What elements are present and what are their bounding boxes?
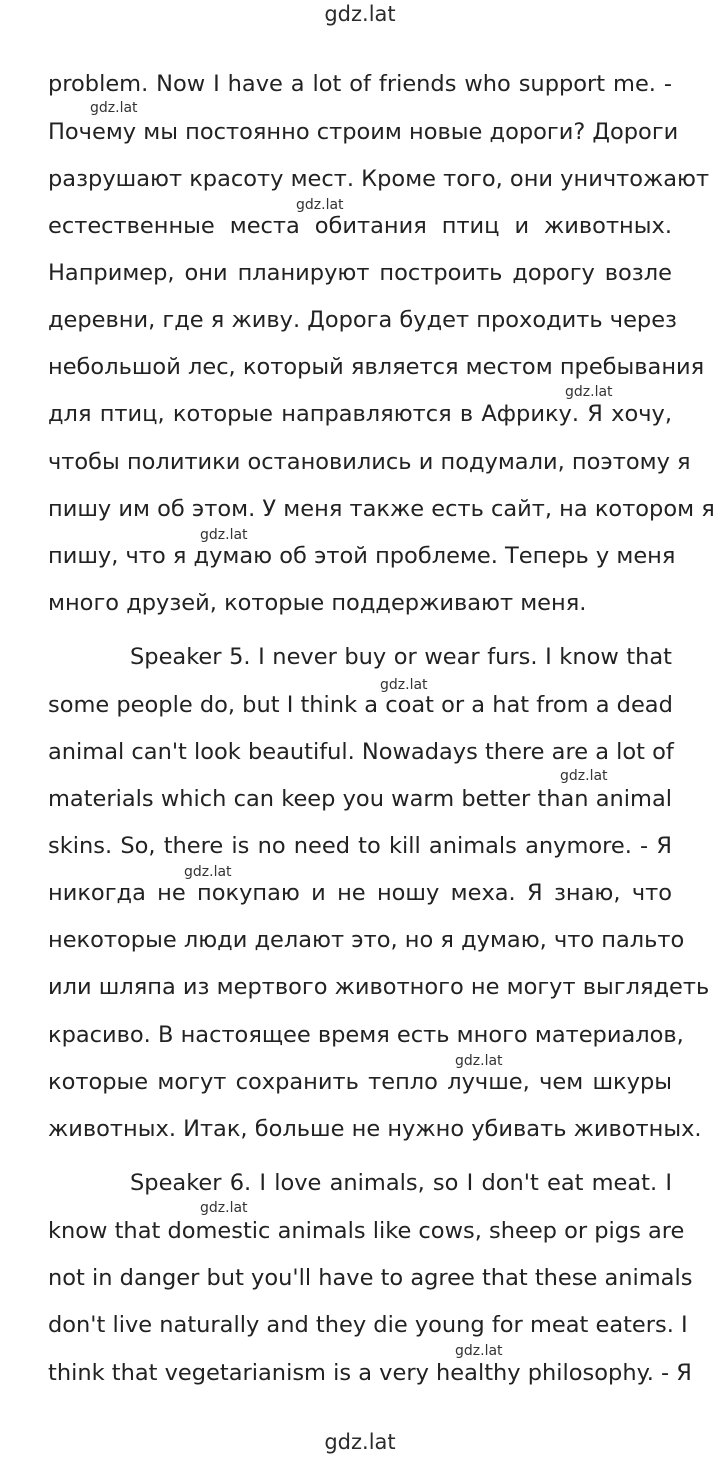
text-line: красиво. В настоящее время есть много материалов, bbox=[48, 1022, 684, 1048]
text-line: animal can't look beautiful. Nowadays there are a lot of bbox=[48, 739, 674, 765]
site-footer: gdz.lat bbox=[324, 1430, 396, 1454]
text-line: not in danger but you'll have to agree that these animals bbox=[48, 1265, 693, 1291]
text-line: для птиц, которые направляются в Африку. Я хочу, bbox=[48, 401, 672, 427]
speaker-6-heading-line: Speaker 6. I love animals, so I don't eat meat. I bbox=[130, 1170, 672, 1196]
text-line: некоторые люди делают это, но я думаю, что пальто bbox=[48, 927, 685, 953]
text-line: don't live naturally and they die young for meat eaters. I bbox=[48, 1312, 688, 1338]
watermark: gdz.lat bbox=[380, 677, 428, 693]
text-line: Например, они планируют построить дорогу возле bbox=[48, 260, 672, 286]
text-line: пишу, что я думаю об этой проблеме. Теперь у меня bbox=[48, 543, 676, 569]
paragraph-last-line: животных. Итак, больше не нужно убивать животных. bbox=[48, 1116, 702, 1142]
speaker-5-heading-line: Speaker 5. I never buy or wear furs. I know that bbox=[130, 644, 672, 670]
text-line: materials which can keep you warm better than animal bbox=[48, 786, 672, 812]
text-line: разрушают красоту мест. Кроме того, они уничтожают bbox=[48, 166, 710, 192]
watermark: gdz.lat bbox=[565, 384, 613, 400]
site-header: gdz.lat bbox=[324, 2, 396, 26]
watermark: gdz.lat bbox=[184, 864, 232, 880]
watermark: gdz.lat bbox=[560, 768, 608, 784]
text-line: или шляпа из мертвого животного не могут выглядеть bbox=[48, 974, 710, 1000]
text-line: some people do, but I think a coat or a hat from a dead bbox=[48, 692, 673, 718]
watermark: gdz.lat bbox=[296, 197, 344, 213]
text-line: небольшой лес, который является местом пребывания bbox=[48, 354, 705, 380]
watermark: gdz.lat bbox=[200, 1200, 248, 1216]
watermark: gdz.lat bbox=[90, 100, 138, 116]
text-line: know that domestic animals like cows, sheep or pigs are bbox=[48, 1218, 685, 1244]
text-line: деревни, где я живу. Дорога будет проходить через bbox=[48, 307, 678, 333]
watermark: gdz.lat bbox=[455, 1053, 503, 1069]
text-line: пишу им об этом. У меня также есть сайт, на котором я bbox=[48, 496, 715, 522]
text-line: никогда не покупаю и не ношу меха. Я знаю, что bbox=[48, 880, 672, 906]
text-line: естественные места обитания птиц и животных. bbox=[48, 213, 672, 239]
text-line: Почему мы постоянно строим новые дороги? Дороги bbox=[48, 119, 679, 145]
watermark: gdz.lat bbox=[455, 1343, 503, 1359]
text-line: чтобы политики остановились и подумали, поэтому я bbox=[48, 449, 691, 475]
text-line: skins. So, there is no need to kill animals anymore. - Я bbox=[48, 833, 672, 859]
text-line: problem. Now I have a lot of friends who support me. - bbox=[48, 71, 672, 97]
text-line: которые могут сохранить тепло лучше, чем шкуры bbox=[48, 1069, 672, 1095]
watermark: gdz.lat bbox=[200, 527, 248, 543]
text-line: think that vegetarianism is a very healthy philosophy. - Я bbox=[48, 1360, 692, 1386]
paragraph-last-line: много друзей, которые поддерживают меня. bbox=[48, 590, 587, 616]
